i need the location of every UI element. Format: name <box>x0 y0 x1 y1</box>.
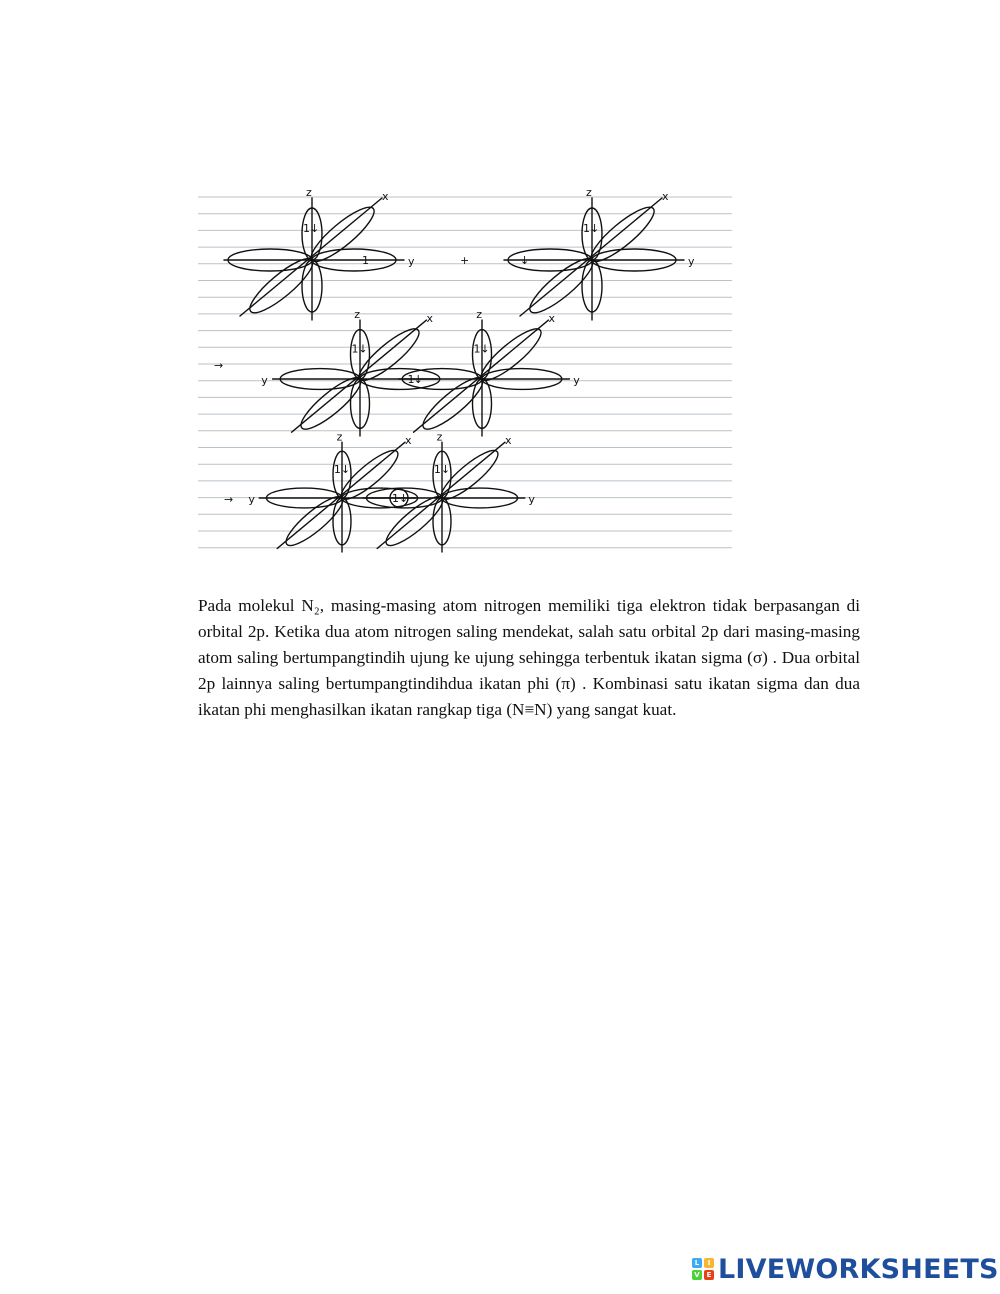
pz-electron-pair: 1↓ <box>433 462 451 476</box>
x-axis-label: x <box>662 190 669 203</box>
sigma-electron-pair: 1↓ <box>392 492 409 505</box>
y-axis-label: y <box>688 255 695 268</box>
reaction-arrow: → <box>214 359 224 372</box>
y-axis-label: y <box>528 493 535 506</box>
logo-cube-letter-l: L <box>692 1258 702 1268</box>
z-axis-label: z <box>336 430 343 444</box>
explanation-paragraph: Pada molekul N₂, masing-masing atom nitrogen memiliki tiga elektron tidak berpasangan di orbital 2p. Ketika dua atom nitrogen saling mendekat, salah satu orbital 2p dari masing-masing atom saling bertumpangtindih ujung ke ujung sehingga terbentuk ikatan sigma (σ) . Dua orbital 2p lainnya saling bertumpangtindihdua ikatan phi (π) . Kombinasi satu ikatan sigma dan dua ikatan phi menghasilkan ikatan rangkap tiga (N≡N) yang sangat kuat. <box>198 596 860 720</box>
y-axis-label: y <box>573 374 580 387</box>
plus-sign: + <box>460 254 470 267</box>
py-electron-single: 1 <box>407 373 415 386</box>
pz-electron-pair: 1↓ <box>473 342 490 356</box>
atom-orbitals <box>504 186 695 320</box>
pz-electron-pair: 1↓ <box>583 222 600 235</box>
z-axis-label: z <box>586 186 592 199</box>
pz-electron-pair: 1↓ <box>333 462 351 476</box>
figure-row-1-separate-atoms <box>224 186 695 320</box>
pz-electron-pair: 1↓ <box>351 342 368 356</box>
y-axis-label: y <box>408 255 415 268</box>
x-axis-label: x <box>382 190 389 203</box>
y-axis-label: y <box>261 374 268 387</box>
py-electron-single: 1 <box>362 254 369 267</box>
z-axis-label: z <box>476 308 483 322</box>
py-electron-single: ↓ <box>520 254 530 267</box>
z-axis-label: z <box>436 430 443 444</box>
pz-electron-pair: 1↓ <box>303 222 320 235</box>
logo-cube-icon <box>692 1258 714 1280</box>
y-axis-label: y <box>248 493 255 506</box>
x-axis-label: x <box>426 312 434 325</box>
logo-cube-letter-e: E <box>704 1270 714 1280</box>
orbital-overlap-figure <box>198 185 732 563</box>
atom-orbitals <box>224 186 415 320</box>
x-axis-label: x <box>505 434 512 447</box>
x-axis-label: x <box>548 312 556 325</box>
x-axis-label: x <box>405 434 412 447</box>
liveworksheets-logo[interactable] <box>692 1254 999 1284</box>
atom-orbitals <box>398 308 580 436</box>
z-axis-label: z <box>306 186 312 199</box>
atom-orbitals <box>363 430 536 552</box>
reaction-arrow: → <box>224 493 234 506</box>
logo-cube-letter-v: V <box>692 1270 702 1280</box>
py-electron-single: ↓ <box>413 373 423 386</box>
z-axis-label: z <box>354 308 361 322</box>
figure-row-2-approaching-atoms <box>214 308 580 436</box>
figure-row-3-overlapping-atoms <box>224 430 535 552</box>
logo-wordmark: LIVEWORKSHEETS <box>718 1253 999 1285</box>
logo-cube-letter-i: I <box>704 1258 714 1268</box>
